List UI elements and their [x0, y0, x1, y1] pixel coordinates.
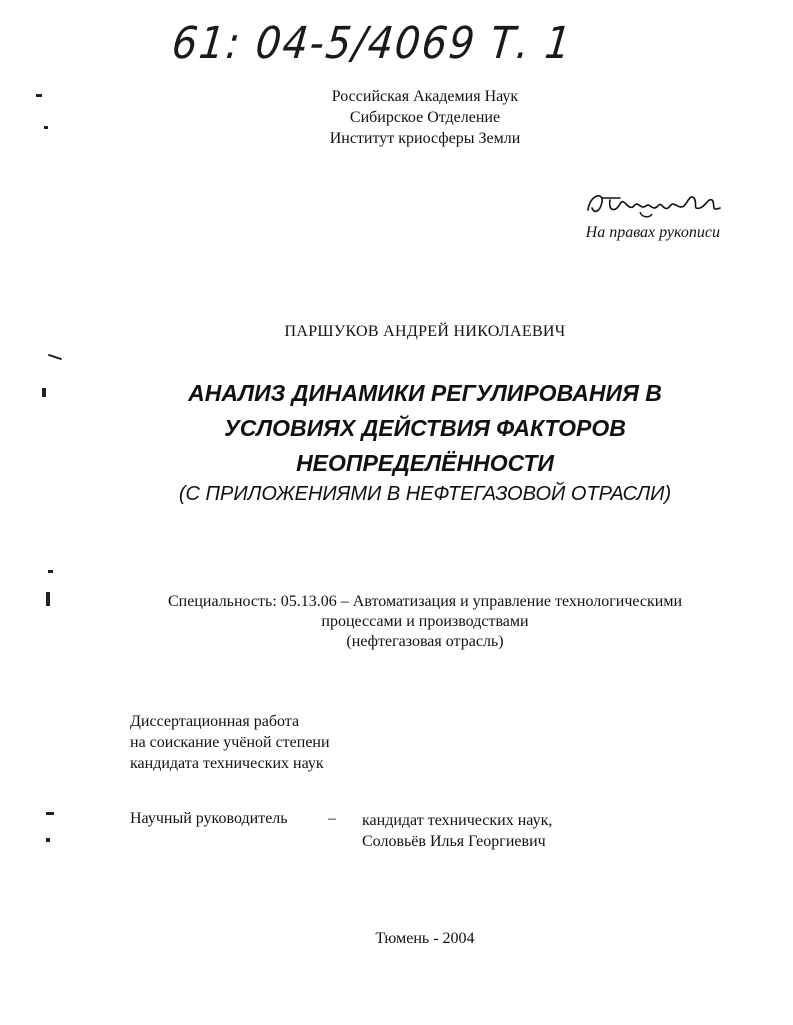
specialty-block	[120, 592, 730, 652]
org-line-institute: Институт криосферы Земли	[329, 130, 521, 147]
organization-block	[200, 86, 650, 149]
author-name: ПАРШУКОВ АНДРЕЙ НИКОЛАЕВИЧ	[284, 323, 566, 340]
scan-speck	[46, 838, 50, 842]
org-line-academy: Российская Академия Наук	[331, 88, 519, 105]
title-line-2: УСЛОВИЯХ ДЕЙСТВИЯ ФАКТОРОВ	[224, 415, 626, 441]
scan-speck	[44, 126, 48, 129]
scan-speck	[48, 570, 53, 573]
scan-speck	[42, 388, 46, 397]
supervisor-name: Соловьёв Илья Георгиевич	[362, 833, 546, 850]
scan-speck	[36, 94, 42, 97]
manuscript-rights-note: На правах рукописи	[585, 224, 720, 241]
specialty-line-1: Специальность: 05.13.06 – Автоматизация и управление технологическими	[167, 593, 683, 610]
supervisor-degree: кандидат технических наук,	[362, 812, 553, 829]
signature-scribble	[580, 188, 740, 220]
author-signature	[580, 188, 740, 220]
dissertation-degree-block	[130, 711, 450, 774]
scan-speck	[48, 354, 62, 360]
place-and-year: Тюмень - 2004	[375, 930, 475, 947]
archive-stamp: 61: 04-5/4069 Т. 1	[169, 18, 575, 69]
supervisor-info	[362, 810, 742, 852]
specialty-line-2: процессами и производствами	[321, 613, 529, 630]
degree-line-3: кандидата технических наук	[130, 755, 324, 772]
supervisor-label: Научный руководитель	[130, 810, 288, 827]
specialty-line-3: (нефтегазовая отрасль)	[346, 633, 504, 650]
title-line-1: АНАЛИЗ ДИНАМИКИ РЕГУЛИРОВАНИЯ В	[188, 380, 662, 406]
degree-line-2: на соискание учёной степени	[130, 734, 330, 751]
supervisor-dash: –	[328, 810, 336, 827]
scan-speck	[46, 592, 50, 606]
dissertation-title	[110, 376, 740, 481]
dissertation-subtitle: (С ПРИЛОЖЕНИЯМИ В НЕФТЕГАЗОВОЙ ОТРАСЛИ)	[178, 483, 672, 505]
degree-line-1: Диссертационная работа	[130, 713, 300, 730]
org-line-branch: Сибирское Отделение	[349, 109, 501, 126]
title-line-3: НЕОПРЕДЕЛЁННОСТИ	[296, 450, 554, 476]
scan-speck	[46, 812, 54, 815]
